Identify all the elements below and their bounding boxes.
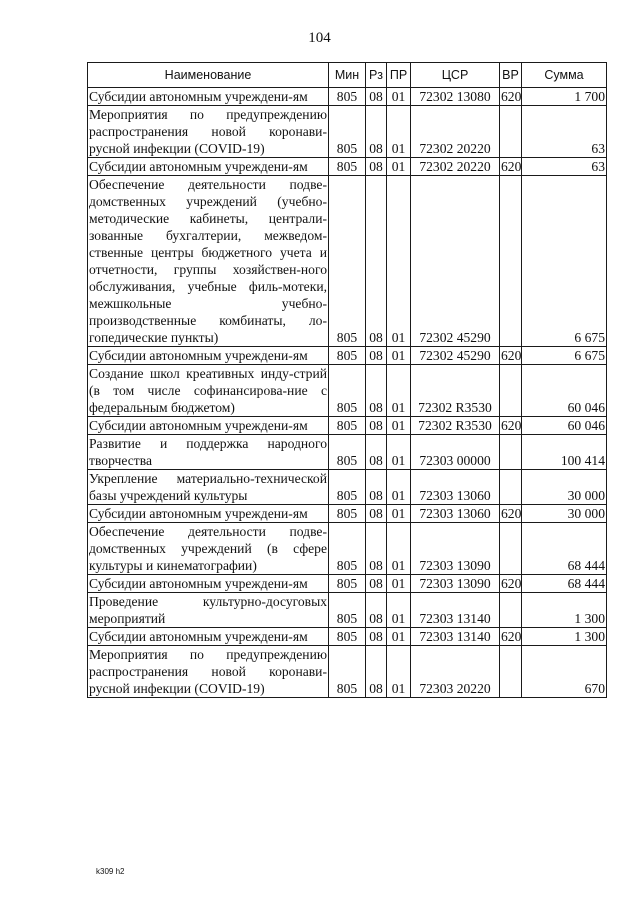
cell-min: 805	[329, 575, 366, 593]
cell-csr: 72302 R3530	[411, 417, 500, 435]
cell-csr: 72302 20220	[411, 106, 500, 158]
cell-name: Субсидии автономным учреждени-ям	[88, 417, 329, 435]
cell-min: 805	[329, 593, 366, 628]
cell-rz: 08	[366, 176, 387, 347]
table-row	[88, 470, 607, 505]
cell-min: 805	[329, 365, 366, 417]
cell-vr	[500, 470, 522, 505]
header-sum: Сумма	[522, 63, 607, 88]
cell-csr: 72303 13140	[411, 593, 500, 628]
cell-name: Мероприятия по предупреждению распространения новой коронави-русной инфекции (COVID-19)	[89, 647, 327, 696]
cell-name: Мероприятия по предупреждению распространения новой коронави-русной инфекции (COVID-19)	[89, 107, 327, 156]
cell-sum: 1 700	[522, 88, 607, 106]
cell-vr	[500, 176, 522, 347]
cell-min: 805	[329, 347, 366, 365]
table-row	[88, 365, 607, 417]
header-min: Мин	[329, 63, 366, 88]
cell-csr: 72303 13090	[411, 523, 500, 575]
table-row	[88, 106, 607, 158]
cell-vr	[500, 435, 522, 470]
cell-pr: 01	[387, 646, 411, 698]
cell-csr: 72303 20220	[411, 646, 500, 698]
cell-sum: 60 046	[522, 417, 607, 435]
cell-pr: 01	[387, 347, 411, 365]
cell-pr: 01	[387, 470, 411, 505]
cell-name: Субсидии автономным учреждени-ям	[88, 88, 329, 106]
cell-sum: 63	[522, 106, 607, 158]
cell-rz: 08	[366, 646, 387, 698]
table-row	[88, 628, 607, 646]
cell-rz: 08	[366, 470, 387, 505]
cell-min: 805	[329, 628, 366, 646]
cell-vr: 620	[501, 629, 522, 644]
cell-pr: 01	[387, 435, 411, 470]
cell-min: 805	[329, 646, 366, 698]
cell-csr: 72303 13060	[411, 470, 500, 505]
header-csr: ЦСР	[411, 63, 500, 88]
cell-min: 805	[329, 435, 366, 470]
table-row	[88, 176, 607, 347]
cell-rz: 08	[366, 505, 387, 523]
cell-name: Проведение культурно-досуговых мероприятий	[89, 594, 327, 626]
cell-csr: 72303 00000	[411, 435, 500, 470]
header-pr: ПР	[387, 63, 411, 88]
table-row	[88, 505, 607, 523]
header-vr: ВР	[500, 63, 522, 88]
table-row	[88, 575, 607, 593]
cell-pr: 01	[387, 628, 411, 646]
cell-vr: 620	[501, 418, 522, 433]
cell-sum: 63	[522, 158, 607, 176]
cell-sum: 6 675	[522, 347, 607, 365]
cell-vr: 620	[501, 506, 522, 521]
cell-rz: 08	[366, 347, 387, 365]
cell-pr: 01	[387, 575, 411, 593]
cell-sum: 60 046	[522, 365, 607, 417]
cell-pr: 01	[387, 365, 411, 417]
cell-name: Субсидии автономным учреждени-ям	[88, 575, 329, 593]
table-row	[88, 435, 607, 470]
cell-sum: 30 000	[522, 505, 607, 523]
cell-rz: 08	[366, 523, 387, 575]
cell-vr	[500, 106, 522, 158]
cell-pr: 01	[387, 176, 411, 347]
cell-min: 805	[329, 106, 366, 158]
cell-sum: 30 000	[522, 470, 607, 505]
cell-rz: 08	[366, 628, 387, 646]
cell-name: Развитие и поддержка народного творчества	[89, 436, 327, 468]
table-row	[88, 593, 607, 628]
cell-min: 805	[329, 88, 366, 106]
cell-min: 805	[329, 176, 366, 347]
cell-rz: 08	[366, 88, 387, 106]
cell-vr	[500, 523, 522, 575]
cell-vr: 620	[501, 576, 522, 591]
cell-rz: 08	[366, 575, 387, 593]
cell-csr: 72302 R3530	[411, 365, 500, 417]
cell-csr: 72302 45290	[411, 176, 500, 347]
cell-name: Субсидии автономным учреждени-ям	[88, 505, 329, 523]
cell-pr: 01	[387, 88, 411, 106]
cell-name: Создание школ креативных инду-стрий (в том числе софинансирова-ние с федеральным бюджетом)	[89, 366, 327, 415]
cell-min: 805	[329, 505, 366, 523]
cell-pr: 01	[387, 593, 411, 628]
cell-pr: 01	[387, 523, 411, 575]
cell-min: 805	[329, 417, 366, 435]
table-row	[88, 347, 607, 365]
cell-name: Субсидии автономным учреждени-ям	[88, 628, 329, 646]
table-body	[88, 88, 607, 698]
cell-sum: 68 444	[522, 523, 607, 575]
cell-name: Обеспечение деятельности подве-домственных учреждений (учебно-методические кабинеты, централи-зованные бухгалтерии, межведом-ственные центры бюджетного учета и отчетности, группы хозяйствен-ного обслуживания, учебные филь-мотеки, межшкольные учебно-производственные комбинаты, ло-гопедические пункты)	[89, 177, 327, 345]
cell-min: 805	[329, 470, 366, 505]
cell-pr: 01	[387, 505, 411, 523]
cell-vr: 620	[501, 159, 522, 174]
cell-rz: 08	[366, 158, 387, 176]
cell-vr: 620	[501, 348, 522, 363]
cell-vr: 620	[501, 89, 522, 104]
cell-min: 805	[329, 158, 366, 176]
cell-csr: 72302 13080	[411, 88, 500, 106]
cell-sum: 1 300	[522, 593, 607, 628]
cell-sum: 670	[522, 646, 607, 698]
cell-name: Укрепление материально-технической базы учреждений культуры	[89, 471, 327, 503]
table-row	[88, 158, 607, 176]
cell-csr: 72303 13060	[411, 505, 500, 523]
cell-rz: 08	[366, 365, 387, 417]
cell-min: 805	[329, 523, 366, 575]
cell-rz: 08	[366, 417, 387, 435]
table-row	[88, 417, 607, 435]
cell-rz: 08	[366, 106, 387, 158]
cell-vr	[500, 646, 522, 698]
cell-rz: 08	[366, 593, 387, 628]
cell-sum: 100 414	[522, 435, 607, 470]
cell-pr: 01	[387, 106, 411, 158]
page-number: 104	[308, 30, 331, 46]
header-rz: Рз	[366, 63, 387, 88]
table-row	[88, 523, 607, 575]
cell-name: Обеспечение деятельности подве-домственных учреждений (в сфере культуры и кинематографии)	[89, 524, 327, 573]
cell-vr	[500, 365, 522, 417]
cell-sum: 6 675	[522, 176, 607, 347]
cell-csr: 72303 13090	[411, 575, 500, 593]
table-row	[88, 646, 607, 698]
cell-csr: 72303 13140	[411, 628, 500, 646]
cell-pr: 01	[387, 158, 411, 176]
footer-code: k309 h2	[96, 867, 125, 876]
cell-sum: 68 444	[522, 575, 607, 593]
table-header-row	[88, 63, 607, 88]
cell-name: Субсидии автономным учреждени-ям	[88, 158, 329, 176]
cell-name: Субсидии автономным учреждени-ям	[88, 347, 329, 365]
header-name: Наименование	[88, 63, 329, 88]
cell-csr: 72302 45290	[411, 347, 500, 365]
cell-sum: 1 300	[522, 628, 607, 646]
budget-table	[87, 62, 607, 698]
cell-rz: 08	[366, 435, 387, 470]
cell-pr: 01	[387, 417, 411, 435]
table-row	[88, 88, 607, 106]
cell-csr: 72302 20220	[411, 158, 500, 176]
cell-vr	[500, 593, 522, 628]
